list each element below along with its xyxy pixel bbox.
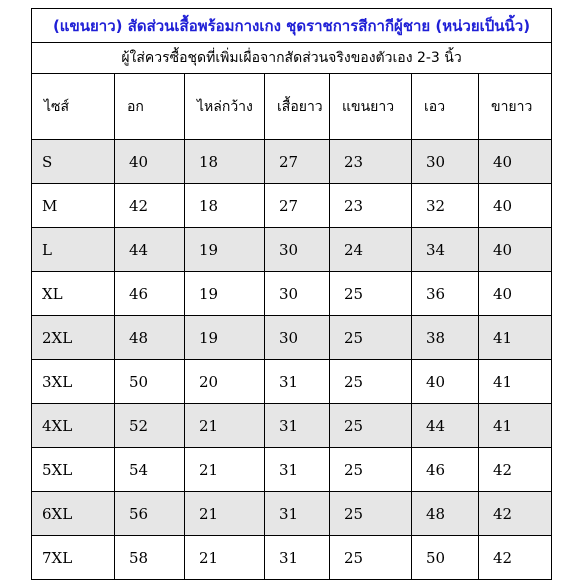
cell-sleeve-length: 24 — [330, 228, 412, 272]
cell-shirt-length: 30 — [265, 316, 330, 360]
cell-chest: 56 — [115, 492, 185, 536]
cell-chest: 52 — [115, 404, 185, 448]
cell-leg-length: 40 — [479, 140, 552, 184]
cell-waist: 30 — [412, 140, 479, 184]
cell-shirt-length: 31 — [265, 360, 330, 404]
cell-sleeve-length: 25 — [330, 492, 412, 536]
cell-waist: 32 — [412, 184, 479, 228]
cell-chest: 40 — [115, 140, 185, 184]
size-chart — [31, 8, 551, 580]
cell-shoulder: 21 — [185, 536, 265, 580]
cell-size: M — [32, 184, 115, 228]
cell-waist: 36 — [412, 272, 479, 316]
cell-shirt-length: 30 — [265, 272, 330, 316]
cell-chest: 48 — [115, 316, 185, 360]
cell-shoulder: 18 — [185, 140, 265, 184]
cell-shirt-length: 31 — [265, 448, 330, 492]
cell-size: 6XL — [32, 492, 115, 536]
table-row — [32, 228, 552, 272]
cell-leg-length: 41 — [479, 360, 552, 404]
cell-size: 7XL — [32, 536, 115, 580]
cell-sleeve-length: 25 — [330, 316, 412, 360]
cell-size: XL — [32, 272, 115, 316]
cell-sleeve-length: 23 — [330, 140, 412, 184]
cell-shoulder: 21 — [185, 448, 265, 492]
cell-chest: 54 — [115, 448, 185, 492]
cell-leg-length: 42 — [479, 492, 552, 536]
cell-chest: 46 — [115, 272, 185, 316]
cell-leg-length: 42 — [479, 536, 552, 580]
cell-leg-length: 40 — [479, 184, 552, 228]
table-row — [32, 492, 552, 536]
cell-waist: 38 — [412, 316, 479, 360]
cell-waist: 50 — [412, 536, 479, 580]
table-row — [32, 140, 552, 184]
cell-sleeve-length: 25 — [330, 404, 412, 448]
cell-leg-length: 40 — [479, 272, 552, 316]
size-table — [31, 8, 552, 580]
header-sleeve-length: แขนยาว — [330, 74, 412, 140]
cell-shirt-length: 31 — [265, 536, 330, 580]
cell-chest: 42 — [115, 184, 185, 228]
cell-size: 4XL — [32, 404, 115, 448]
subtitle-row — [32, 43, 552, 74]
cell-sleeve-length: 23 — [330, 184, 412, 228]
cell-sleeve-length: 25 — [330, 536, 412, 580]
cell-shoulder: 19 — [185, 228, 265, 272]
table-subtitle: ผู้ใส่ควรซื้อชุดที่เพิ่มเผื่อจากสัดส่วนจริงของตัวเอง 2-3 นิ้ว — [32, 43, 552, 74]
cell-waist: 46 — [412, 448, 479, 492]
cell-shoulder: 19 — [185, 316, 265, 360]
header-size: ไซส์ — [32, 74, 115, 140]
table-row — [32, 316, 552, 360]
cell-shoulder: 21 — [185, 492, 265, 536]
cell-sleeve-length: 25 — [330, 448, 412, 492]
cell-chest: 44 — [115, 228, 185, 272]
cell-sleeve-length: 25 — [330, 360, 412, 404]
table-row — [32, 448, 552, 492]
cell-shoulder: 18 — [185, 184, 265, 228]
header-shirt-length: เสื้อยาว — [265, 74, 330, 140]
cell-shoulder: 20 — [185, 360, 265, 404]
cell-size: 2XL — [32, 316, 115, 360]
cell-waist: 34 — [412, 228, 479, 272]
cell-size: 5XL — [32, 448, 115, 492]
header-chest: อก — [115, 74, 185, 140]
cell-leg-length: 40 — [479, 228, 552, 272]
cell-size: S — [32, 140, 115, 184]
table-row — [32, 272, 552, 316]
cell-sleeve-length: 25 — [330, 272, 412, 316]
cell-size: L — [32, 228, 115, 272]
cell-shirt-length: 31 — [265, 492, 330, 536]
cell-shirt-length: 27 — [265, 140, 330, 184]
cell-size: 3XL — [32, 360, 115, 404]
table-row — [32, 360, 552, 404]
cell-chest: 50 — [115, 360, 185, 404]
cell-chest: 58 — [115, 536, 185, 580]
table-row — [32, 404, 552, 448]
table-row — [32, 184, 552, 228]
cell-waist: 44 — [412, 404, 479, 448]
cell-shirt-length: 27 — [265, 184, 330, 228]
title-row — [32, 9, 552, 43]
cell-leg-length: 41 — [479, 316, 552, 360]
cell-leg-length: 42 — [479, 448, 552, 492]
cell-waist: 40 — [412, 360, 479, 404]
table-title: (แขนยาว) สัดส่วนเสื้อพร้อมกางเกง ชุดราชการสีกากีผู้ชาย (หน่วยเป็นนิ้ว) — [32, 9, 552, 43]
cell-shoulder: 21 — [185, 404, 265, 448]
table-row — [32, 536, 552, 580]
header-leg-length: ขายาว — [479, 74, 552, 140]
header-row — [32, 74, 552, 140]
header-shoulder: ไหล่กว้าง — [185, 74, 265, 140]
cell-shirt-length: 30 — [265, 228, 330, 272]
cell-leg-length: 41 — [479, 404, 552, 448]
header-waist: เอว — [412, 74, 479, 140]
cell-shoulder: 19 — [185, 272, 265, 316]
cell-shirt-length: 31 — [265, 404, 330, 448]
cell-waist: 48 — [412, 492, 479, 536]
